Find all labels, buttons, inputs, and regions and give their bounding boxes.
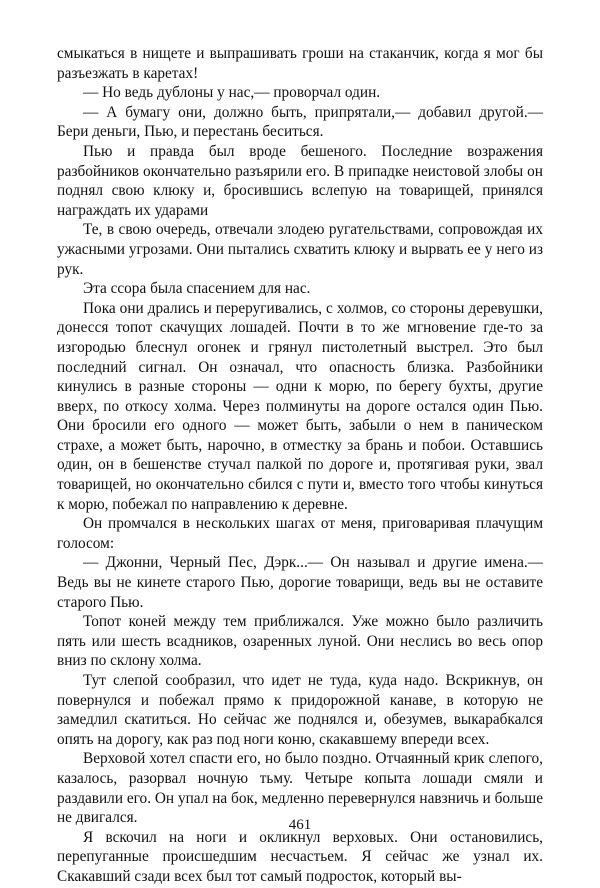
paragraph-2: — Но ведь дублоны у нас,— проворчал один. — [83, 84, 381, 102]
paragraph-9: — Джонни, Черный Пес, Дэрк...— Он называл и другие имена.— Ведь вы не кинете старого Пью, дорогие товарищи, ведь вы не оставите старого Пью. — [57, 554, 543, 611]
paragraph-6: Эта ссора была спасением для нас. — [83, 280, 311, 298]
paragraph-11: Тут слепой сообразил, что идет не туда, куда надо. Вскрикнув, он повернулся и побежал прямо к придорожной канаве, в которую не замедлил скатиться. Но сейчас же поднялся и, обезумев, выкарабкался опять на дорогу, как раз под ноги коню, скакавшему впереди всех. — [57, 672, 543, 748]
page-body — [57, 44, 543, 887]
paragraph-12: Верховой хотел спасти его, но было поздно. Отчаянный крик слепого, казалось, разорвал ночную тьму. Четыре копыта лошади смяли и раздавили его. Он упал на бок, медленно перевернулся навзничь и больше не двигался. — [57, 750, 543, 827]
paragraph-3: — А бумагу они, должно быть, припрятали,— добавил другой.— Бери деньги, Пью, и перестань беситься. — [57, 103, 543, 141]
paragraph-5: Те, в свою очередь, отвечали злодею ругательствами, сопровождая их ужасными угрозами. Они пытались схватить клюку и вырвать ее у него из рук. — [57, 221, 543, 278]
page-number: 461 — [288, 817, 312, 833]
paragraph-10: Топот коней между тем приближался. Уже можно было различить пять или шесть всадников, озаренных луной. Они неслись во весь опор вниз по склону холма. — [57, 613, 543, 670]
paragraph-7: Пока они дрались и переругивались, с холмов, со стороны деревушки, донесся топот скачущих лошадей. Почти в то же мгновение где-то за изгородью блеснул огонек и грянул пистолетный выстрел. Это был последний сигнал. Он означал, что опасность близка. Разбойники кинулись в разные стороны — одни к морю, по берегу бухты, другие вверх, по откосу холма. Через полминуты на дороге остался один Пью. Они бросили его одного — может быть, забыли о нем в паническом страхе, а может быть, нарочно, в отместку за брань и побои. Оставшись один, он в бешенстве стучал палкой по дороге и, протягивая руки, звал товарищей, но окончательно сбился с пути и, вместо того чтобы кинуться к морю, побежал по направлению к деревне. — [57, 299, 543, 513]
paragraph-1: смыкаться в нищете и выпрашивать гроши на стаканчик, когда я мог бы разъезжать в каретах! — [57, 45, 543, 82]
paragraph-4: Пью и правда был вроде бешеного. Последние возражения разбойников окончательно разъярили его. В припадке неистовой злобы он поднял свою клюку и, бросившись вслепую на товарищей, принялся награждать их ударами — [57, 142, 543, 219]
paragraph-8: Он промчался в нескольких шагах от меня, приговаривая плачущим голосом: — [57, 515, 543, 552]
paragraph-13: Я вскочил на ноги и окликнул верховых. Они остановились, перепуганные происшедшим несчастьем. Я сейчас же узнал их. Скакавший сзади всех был тот самый подросток, который вы- — [57, 828, 543, 885]
